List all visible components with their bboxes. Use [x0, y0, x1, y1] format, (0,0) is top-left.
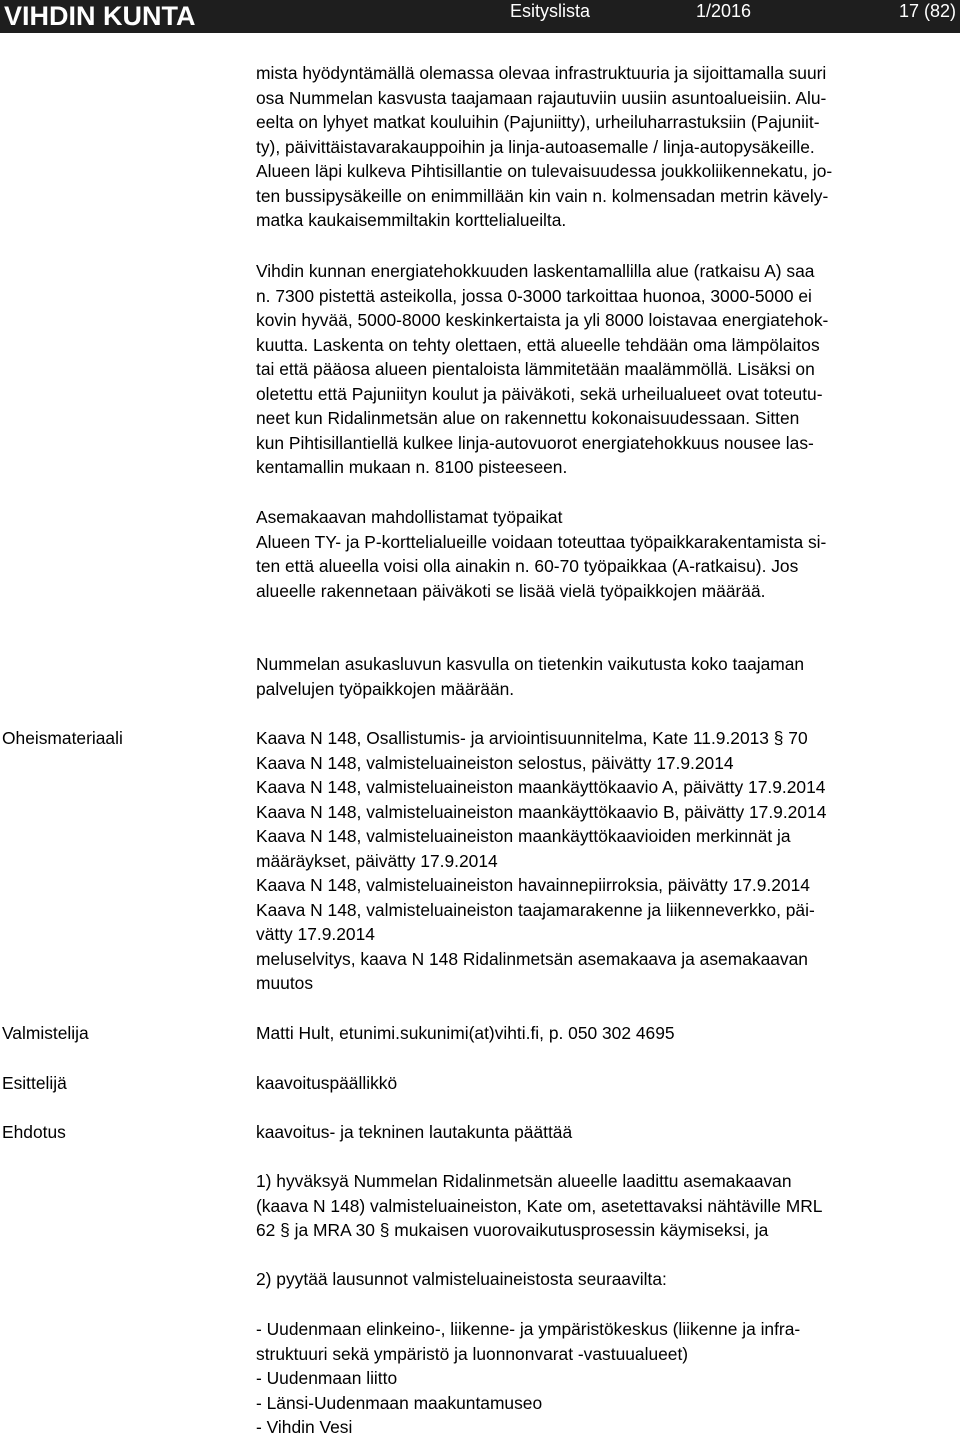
text-line: Alueen läpi kulkeva Pihtisillantie on tulevaisuudessa joukkoliikennekatu, jo-	[256, 161, 833, 181]
paragraph-location	[256, 61, 956, 233]
paragraph-energy	[256, 259, 956, 480]
presenter-title: kaavoituspäällikkö	[256, 1073, 398, 1093]
page-number: 17 (82)	[898, 1, 956, 21]
text-line: Vihdin kunnan energiatehokkuuden laskentamallilla alue (ratkaisu A) saa	[256, 261, 815, 281]
section-heading: Asemakaavan mahdollistamat työpaikat	[256, 507, 563, 527]
proposal-label: Ehdotus	[2, 1122, 66, 1142]
text-line: osa Nummelan kasvusta taajamaan rajautuviin uusiin asuntoalueisiin. Alu-	[256, 87, 827, 108]
preparer-value	[256, 1021, 956, 1046]
text-line: 1) hyväksyä Nummelan Ridalinmetsän alueelle laadittu asemakaavan	[256, 1171, 792, 1191]
proposal-item-2	[256, 1267, 956, 1292]
attachment-item: vätty 17.9.2014	[256, 924, 375, 944]
attachment-item: muutos	[256, 973, 314, 993]
proposal-text: kaavoitus- ja tekninen lautakunta päättää	[256, 1122, 573, 1142]
text-line: tai että pääosa alueen pientaloista lämmitetään maalämmöllä. Lisäksi on	[256, 359, 815, 379]
recipient-item: struktuuri sekä ympäristö ja luonnonvarat -vastuualueet)	[256, 1343, 689, 1364]
attachment-item: Kaava N 148, valmisteluaineiston maankäyttökaavio B, päivätty 17.9.2014	[256, 801, 827, 822]
text-line: oletettu että Pajuniityn koulut ja päiväkoti, sekä urheilualueet ovat toteutu-	[256, 383, 823, 404]
text-line: neet kun Ridalinmetsän alue on rakennettu kokonaisuudessaan. Sitten	[256, 408, 800, 428]
attachment-item: Kaava N 148, Osallistumis- ja arviointisuunnitelma, Kate 11.9.2013 § 70	[256, 728, 808, 748]
attachment-item: Kaava N 148, valmisteluaineiston selostus, päivätty 17.9.2014	[256, 752, 734, 773]
text-line: 2) pyytää lausunnot valmisteluaineistosta seuraavilta:	[256, 1269, 667, 1289]
attachment-item: määräykset, päivätty 17.9.2014	[256, 850, 498, 871]
recipient-item: - Uudenmaan liitto	[256, 1368, 398, 1388]
attachments-list	[256, 726, 956, 996]
text-line: n. 7300 pistettä asteikolla, jossa 0-3000 tarkoittaa huonoa, 3000-5000 ei	[256, 285, 812, 306]
text-line: palvelujen työpaikkojen määrään.	[256, 678, 515, 699]
text-line: kun Pihtisillantiellä kulkee linja-autovuorot energiatehokkuus nousee las-	[256, 432, 814, 453]
text-line: matka kaukaisemmiltakin korttelialueilta.	[256, 210, 567, 230]
text-line: mista hyödyntämällä olemassa olevaa infrastruktuuria ja sijoittamalla suuri	[256, 63, 827, 83]
text-line: (kaava N 148) valmisteluaineiston, Kate om, asetettavaksi nähtäville MRL	[256, 1195, 823, 1216]
text-line: Alueen TY- ja P-korttelialueille voidaan toteuttaa työpaikkarakentamista si-	[256, 531, 827, 552]
proposal-item-1	[256, 1169, 956, 1243]
text-line: ten että alueella voisi olla ainakin n. 60-70 työpaikkaa (A-ratkaisu). Jos	[256, 556, 799, 576]
attachment-item: Kaava N 148, valmisteluaineiston taajamarakenne ja liikenneverkko, päi-	[256, 899, 815, 920]
page-header	[0, 0, 960, 33]
recipient-item: - Länsi-Uudenmaan maakuntamuseo	[256, 1392, 543, 1413]
presenter-label: Esittelijä	[2, 1073, 67, 1093]
presenter-value	[256, 1071, 956, 1096]
text-line: eelta on lyhyet matkat kouluihin (Pajuniitty), urheiluharrastuksiin (Pajuniit-	[256, 112, 820, 132]
document-number: 1/2016	[696, 1, 752, 21]
text-line: kentamallin mukaan n. 8100 pisteeseen.	[256, 457, 568, 477]
attachment-item: Kaava N 148, valmisteluaineiston maankäyttökaavio A, päivätty 17.9.2014	[256, 777, 826, 797]
paragraph-population	[256, 652, 956, 701]
preparer-contact: Matti Hult, etunimi.sukunimi(at)vihti.fi, p. 050 302 4695	[256, 1023, 675, 1043]
recipient-item: - Uudenmaan elinkeino-, liikenne- ja ympäristökeskus (liikenne ja infra-	[256, 1319, 801, 1339]
attachment-item: meluselvitys, kaava N 148 Ridalinmetsän asemakaava ja asemakaavan	[256, 948, 808, 969]
paragraph-jobs	[256, 505, 956, 603]
attachments-label: Oheismateriaali	[2, 728, 123, 748]
recipient-list	[256, 1317, 956, 1440]
text-line: ty), päivittäistavarakauppoihin ja linja-autoasemalle / linja-autopysäkeille.	[256, 136, 815, 157]
attachment-item: Kaava N 148, valmisteluaineiston havainnepiirroksia, päivätty 17.9.2014	[256, 875, 810, 895]
organization-name: VIHDIN KUNTA	[4, 1, 196, 31]
text-line: alueelle rakennetaan päiväkoti se lisää vielä työpaikkojen määrää.	[256, 580, 766, 601]
text-line: 62 § ja MRA 30 § mukaisen vuorovaikutusprosessin käymiseksi, ja	[256, 1220, 769, 1240]
preparer-label: Valmistelija	[2, 1023, 89, 1043]
recipient-item: - Vihdin Vesi	[256, 1417, 353, 1437]
text-line: kuutta. Laskenta on tehty olettaen, että alueelle tehdään oma lämpölaitos	[256, 334, 820, 355]
proposal-intro	[256, 1120, 956, 1145]
text-line: ten bussipysäkeille on enimmillään kin vain n. kolmensadan metrin kävely-	[256, 185, 829, 206]
document-type: Esityslista	[510, 1, 591, 21]
attachment-item: Kaava N 148, valmisteluaineiston maankäyttökaavioiden merkinnät ja	[256, 826, 791, 846]
text-line: kovin hyvää, 5000-8000 keskinkertaista ja yli 8000 loistavaa energiatehok-	[256, 310, 829, 330]
text-line: Nummelan asukasluvun kasvulla on tietenkin vaikutusta koko taajaman	[256, 654, 805, 674]
